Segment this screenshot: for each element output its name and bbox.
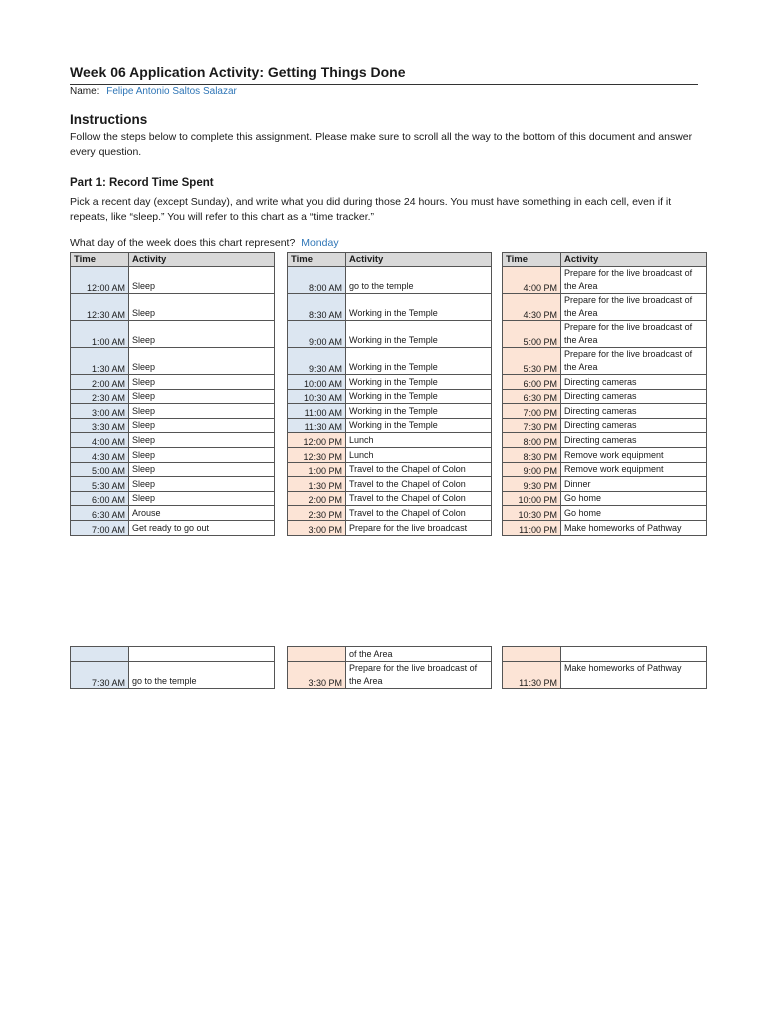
activity-cell[interactable] xyxy=(561,647,707,662)
activity-cell[interactable]: Travel to the Chapel of Colon xyxy=(346,462,492,477)
time-cell: 10:30 PM xyxy=(503,506,561,521)
table-row xyxy=(71,294,275,321)
time-cell: 2:00 PM xyxy=(288,491,346,506)
table-row xyxy=(71,462,275,477)
day-question-text: What day of the week does this chart represent? xyxy=(70,237,296,249)
time-cell: 3:30 AM xyxy=(71,418,129,433)
table-row xyxy=(71,520,275,535)
time-cell: 10:30 AM xyxy=(288,389,346,404)
activity-cell[interactable]: Sleep xyxy=(129,321,275,348)
activity-cell[interactable]: Sleep xyxy=(129,491,275,506)
activity-cell[interactable]: Working in the Temple xyxy=(346,321,492,348)
table-row xyxy=(71,348,275,375)
table-row xyxy=(71,375,275,390)
activity-cell[interactable]: Prepare for the live broadcast xyxy=(346,520,492,535)
activity-cell[interactable]: Sleep xyxy=(129,447,275,462)
time-cell: 6:00 AM xyxy=(71,491,129,506)
table-row xyxy=(288,520,492,535)
table-row xyxy=(71,321,275,348)
time-cell: 1:00 AM xyxy=(71,321,129,348)
time-cell: 4:00 PM xyxy=(503,267,561,294)
activity-cell[interactable]: go to the temple xyxy=(346,267,492,294)
activity-cell[interactable]: Working in the Temple xyxy=(346,389,492,404)
table-row xyxy=(503,506,707,521)
time-cell: 6:30 AM xyxy=(71,506,129,521)
table-row xyxy=(503,267,707,294)
table-row xyxy=(288,491,492,506)
time-cell: 2:30 PM xyxy=(288,506,346,521)
table-row xyxy=(71,477,275,492)
table-row xyxy=(503,348,707,375)
title-underline xyxy=(70,84,698,85)
activity-cell[interactable]: Remove work equipment xyxy=(561,462,707,477)
table-row xyxy=(503,389,707,404)
activity-cell[interactable]: Prepare for the live broadcast of the Area xyxy=(346,661,492,688)
name-line xyxy=(70,86,237,97)
activity-cell[interactable]: Make homeworks of Pathway xyxy=(561,520,707,535)
time-cell: 12:00 AM xyxy=(71,267,129,294)
time-cell: 1:30 PM xyxy=(288,477,346,492)
activity-cell[interactable]: Directing cameras xyxy=(561,375,707,390)
time-cell xyxy=(288,647,346,662)
activity-cell[interactable]: Prepare for the live broadcast of the Area xyxy=(561,348,707,375)
activity-cell[interactable]: Prepare for the live broadcast of the Area xyxy=(561,321,707,348)
table-row xyxy=(503,462,707,477)
time-table-2 xyxy=(287,252,492,536)
activity-cell[interactable]: Sleep xyxy=(129,389,275,404)
time-cell: 5:30 AM xyxy=(71,477,129,492)
activity-cell[interactable] xyxy=(129,647,275,662)
time-cell xyxy=(503,647,561,662)
activity-cell[interactable]: Directing cameras xyxy=(561,404,707,419)
time-cell: 8:00 PM xyxy=(503,433,561,448)
col-header-activity: Activity xyxy=(346,253,492,267)
activity-cell[interactable]: Dinner xyxy=(561,477,707,492)
time-cell: 1:00 PM xyxy=(288,462,346,477)
activity-cell[interactable]: Working in the Temple xyxy=(346,404,492,419)
part1-heading: Part 1: Record Time Spent xyxy=(70,177,214,189)
time-cell: 12:00 PM xyxy=(288,433,346,448)
name-value[interactable]: Felipe Antonio Saltos Salazar xyxy=(106,86,237,97)
time-cell: 8:00 AM xyxy=(288,267,346,294)
day-question xyxy=(70,237,339,249)
time-cell: 9:30 PM xyxy=(503,477,561,492)
time-cell: 12:30 AM xyxy=(71,294,129,321)
activity-cell[interactable]: Sleep xyxy=(129,375,275,390)
table-row xyxy=(288,433,492,448)
table-row xyxy=(288,348,492,375)
table-row xyxy=(288,477,492,492)
table-row xyxy=(71,418,275,433)
activity-cell[interactable]: Go home xyxy=(561,506,707,521)
table-row xyxy=(71,267,275,294)
time-cell: 5:30 PM xyxy=(503,348,561,375)
time-cell: 7:00 AM xyxy=(71,520,129,535)
table-row xyxy=(288,389,492,404)
col-header-time: Time xyxy=(71,253,129,267)
table-row xyxy=(288,404,492,419)
table-row xyxy=(503,491,707,506)
table-row xyxy=(288,267,492,294)
time-cell: 3:00 AM xyxy=(71,404,129,419)
time-cell: 3:00 PM xyxy=(288,520,346,535)
table-row xyxy=(503,433,707,448)
activity-cell[interactable]: Make homeworks of Pathway xyxy=(561,661,707,688)
time-cell: 10:00 AM xyxy=(288,375,346,390)
table-row xyxy=(71,506,275,521)
col-header-activity: Activity xyxy=(561,253,707,267)
instructions-text: Follow the steps below to complete this assignment. Please make sure to scroll all the way to the bottom of this document and answer every question. xyxy=(70,131,693,158)
activity-cell[interactable]: Travel to the Chapel of Colon xyxy=(346,477,492,492)
table-row xyxy=(288,447,492,462)
time-cell: 2:00 AM xyxy=(71,375,129,390)
time-cell: 5:00 AM xyxy=(71,462,129,477)
table-row xyxy=(503,477,707,492)
activity-cell[interactable]: Directing cameras xyxy=(561,418,707,433)
activity-cell[interactable]: Working in the Temple xyxy=(346,375,492,390)
activity-cell[interactable]: Directing cameras xyxy=(561,433,707,448)
continued-table-1 xyxy=(70,646,275,689)
activity-cell[interactable]: Working in the Temple xyxy=(346,348,492,375)
table-row xyxy=(503,447,707,462)
activity-cell[interactable]: go to the temple xyxy=(129,661,275,688)
activity-cell[interactable]: Lunch xyxy=(346,433,492,448)
time-cell: 6:30 PM xyxy=(503,389,561,404)
time-cell: 9:00 AM xyxy=(288,321,346,348)
activity-cell[interactable]: Travel to the Chapel of Colon xyxy=(346,491,492,506)
col-header-time: Time xyxy=(503,253,561,267)
table-row xyxy=(71,491,275,506)
activity-cell[interactable]: Working in the Temple xyxy=(346,418,492,433)
time-cell: 10:00 PM xyxy=(503,491,561,506)
activity-cell[interactable]: Sleep xyxy=(129,433,275,448)
continued-table-3 xyxy=(502,646,707,689)
instructions-heading: Instructions xyxy=(70,112,148,127)
activity-cell[interactable]: Sleep xyxy=(129,462,275,477)
activity-cell[interactable]: Lunch xyxy=(346,447,492,462)
table-row xyxy=(71,433,275,448)
activity-cell[interactable]: Sleep xyxy=(129,348,275,375)
activity-cell[interactable]: Working in the Temple xyxy=(346,294,492,321)
activity-cell[interactable]: Sleep xyxy=(129,477,275,492)
activity-cell[interactable]: Directing cameras xyxy=(561,389,707,404)
table-row xyxy=(288,375,492,390)
table-row xyxy=(288,506,492,521)
day-answer[interactable]: Monday xyxy=(301,237,339,249)
time-cell: 11:30 AM xyxy=(288,418,346,433)
time-cell: 4:30 AM xyxy=(71,447,129,462)
time-cell: 8:30 PM xyxy=(503,447,561,462)
activity-cell[interactable]: Get ready to go out xyxy=(129,520,275,535)
table-row xyxy=(503,294,707,321)
table-row xyxy=(503,321,707,348)
activity-cell[interactable]: Travel to the Chapel of Colon xyxy=(346,506,492,521)
activity-cell[interactable]: Sleep xyxy=(129,418,275,433)
time-cell: 11:00 AM xyxy=(288,404,346,419)
time-table-1 xyxy=(70,252,275,536)
table-row xyxy=(71,447,275,462)
time-cell: 8:30 AM xyxy=(288,294,346,321)
time-cell: 7:30 AM xyxy=(71,661,129,688)
name-label: Name: xyxy=(70,86,100,97)
table-row xyxy=(288,321,492,348)
time-cell: 2:30 AM xyxy=(71,389,129,404)
table-row xyxy=(71,389,275,404)
col-header-activity: Activity xyxy=(129,253,275,267)
time-cell: 11:30 PM xyxy=(503,661,561,688)
table-row xyxy=(503,418,707,433)
table-row xyxy=(288,418,492,433)
page-title: Week 06 Application Activity: Getting Things Done xyxy=(70,64,406,80)
activity-cell[interactable]: Prepare for the live broadcast of the Area xyxy=(561,294,707,321)
activity-cell[interactable]: Go home xyxy=(561,491,707,506)
activity-cell[interactable]: Prepare for the live broadcast of the Area xyxy=(561,267,707,294)
time-cell: 7:00 PM xyxy=(503,404,561,419)
part1-text: Pick a recent day (except Sunday), and write what you did during those 24 hours. You must have something in each cell, even if it repeats, like “sleep.” You will refer to this chart as a “time tracker.” xyxy=(70,196,672,223)
time-cell: 11:00 PM xyxy=(503,520,561,535)
table-row xyxy=(71,404,275,419)
table-row xyxy=(503,520,707,535)
time-cell: 6:00 PM xyxy=(503,375,561,390)
activity-cell[interactable]: of the Area xyxy=(346,647,492,662)
table-row xyxy=(503,404,707,419)
activity-cell[interactable]: Sleep xyxy=(129,294,275,321)
time-cell: 9:30 AM xyxy=(288,348,346,375)
time-cell: 9:00 PM xyxy=(503,462,561,477)
activity-cell[interactable]: Sleep xyxy=(129,404,275,419)
table-row xyxy=(288,462,492,477)
activity-cell[interactable]: Remove work equipment xyxy=(561,447,707,462)
table-row xyxy=(503,375,707,390)
time-cell: 12:30 PM xyxy=(288,447,346,462)
time-cell xyxy=(71,647,129,662)
time-cell: 4:00 AM xyxy=(71,433,129,448)
time-cell: 3:30 PM xyxy=(288,661,346,688)
continued-table-2 xyxy=(287,646,492,689)
activity-cell[interactable]: Arouse xyxy=(129,506,275,521)
time-cell: 7:30 PM xyxy=(503,418,561,433)
table-row xyxy=(288,294,492,321)
time-table-3 xyxy=(502,252,707,536)
col-header-time: Time xyxy=(288,253,346,267)
time-cell: 4:30 PM xyxy=(503,294,561,321)
time-cell: 5:00 PM xyxy=(503,321,561,348)
activity-cell[interactable]: Sleep xyxy=(129,267,275,294)
time-cell: 1:30 AM xyxy=(71,348,129,375)
